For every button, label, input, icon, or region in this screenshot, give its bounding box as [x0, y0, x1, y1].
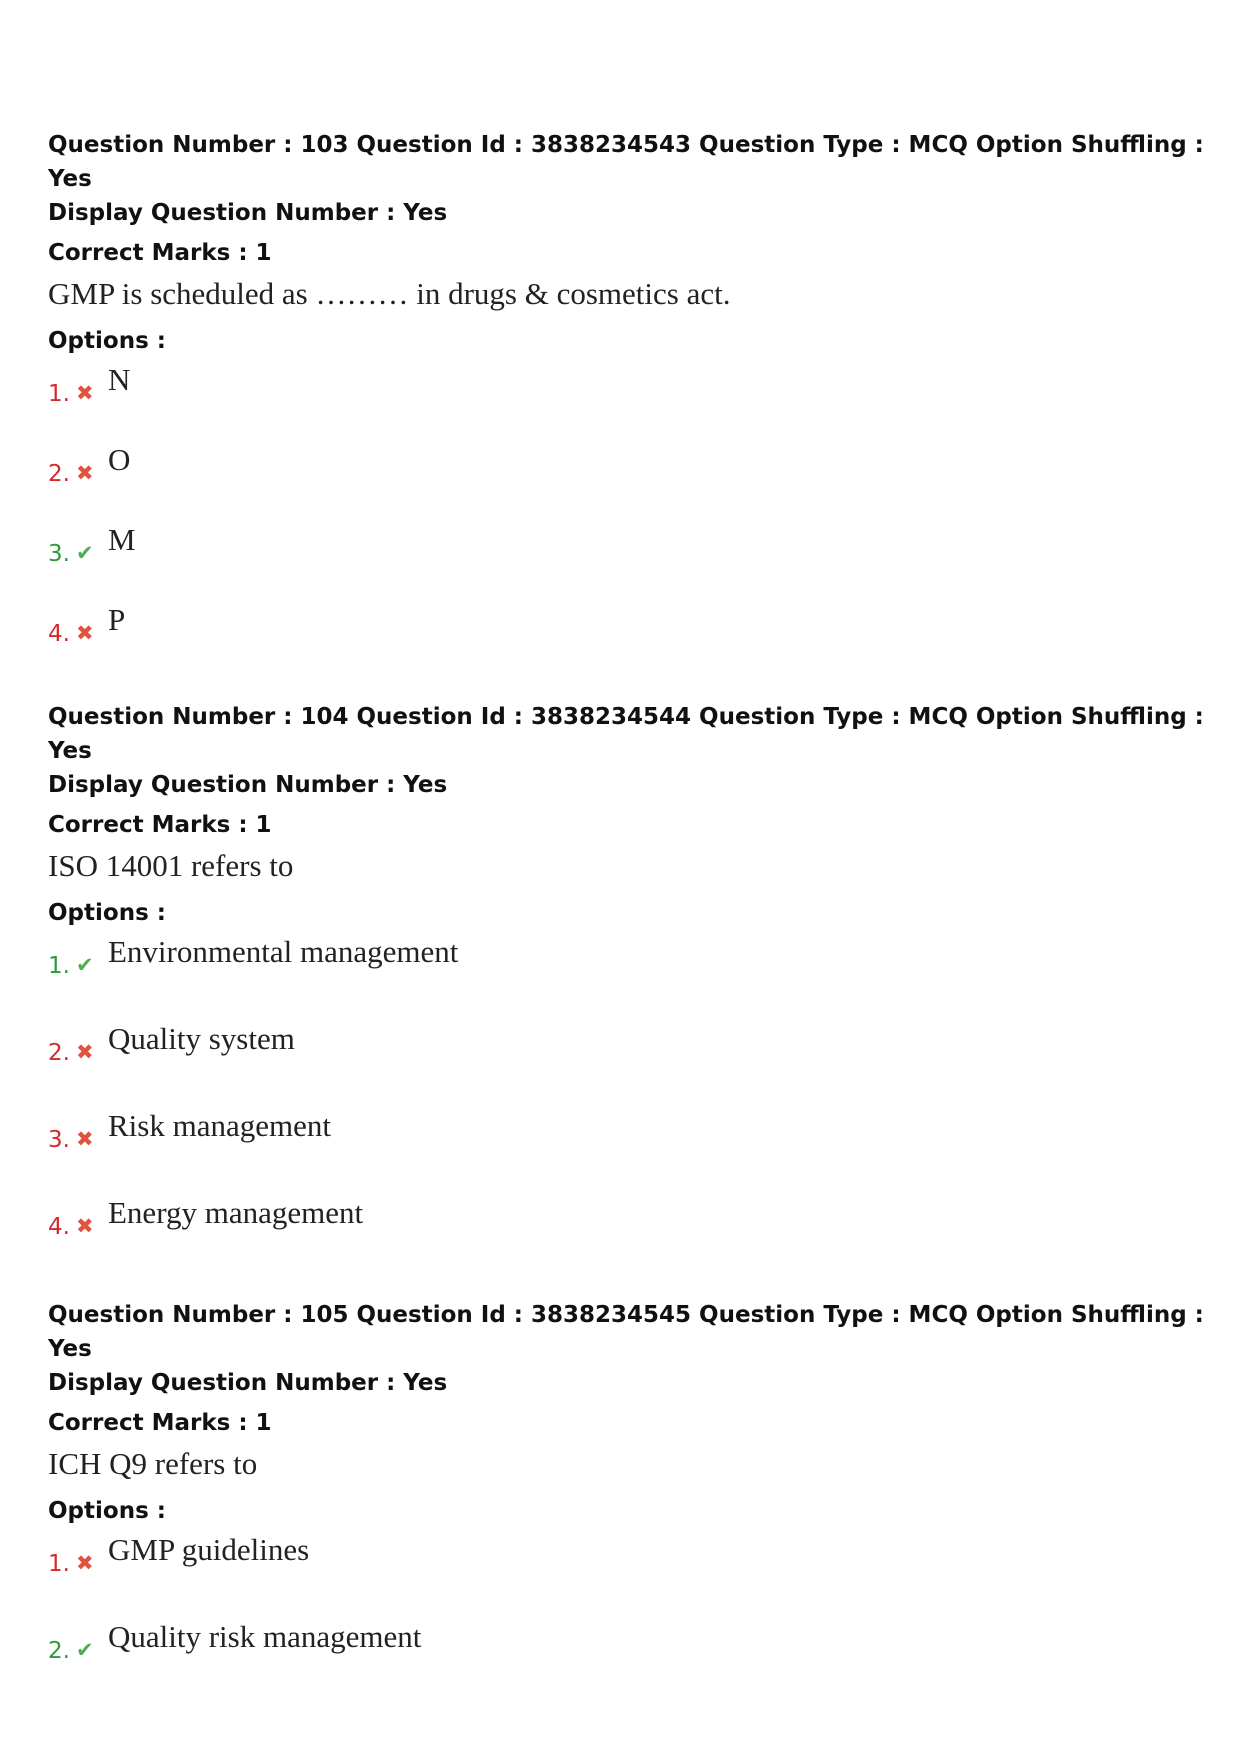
options-label: Options : — [48, 328, 166, 354]
option-item — [48, 1532, 1208, 1578]
options-list — [48, 362, 1208, 648]
question-text: ISO 14001 refers to — [48, 848, 294, 883]
option-text: Quality risk management — [108, 1619, 422, 1654]
cross-icon: ✖ — [76, 621, 94, 645]
option-number: 1. — [48, 1551, 70, 1577]
option-text: M — [108, 522, 136, 557]
options-list — [48, 1532, 1208, 1665]
display-question-number: Display Question Number : Yes — [48, 200, 448, 226]
correct-marks: Correct Marks : 1 — [48, 240, 272, 266]
option-text: GMP guidelines — [108, 1532, 310, 1567]
cross-icon: ✖ — [76, 1040, 94, 1064]
correct-marks: Correct Marks : 1 — [48, 812, 272, 838]
option-number: 3. — [48, 541, 70, 567]
question-meta: Question Number : 105 Question Id : 3838234545 Question Type : MCQ Option Shuffling : Yes — [48, 1302, 1204, 1362]
option-text: Quality system — [108, 1021, 295, 1056]
options-list — [48, 934, 1208, 1241]
display-question-number: Display Question Number : Yes — [48, 1370, 448, 1396]
cross-icon: ✖ — [76, 1127, 94, 1151]
option-text: O — [108, 442, 131, 477]
check-icon: ✔ — [76, 1638, 94, 1662]
option-number: 2. — [48, 1638, 70, 1664]
option-item — [48, 522, 1208, 568]
option-number: 4. — [48, 621, 70, 647]
option-text: Energy management — [108, 1195, 364, 1230]
correct-marks: Correct Marks : 1 — [48, 1410, 272, 1436]
cross-icon: ✖ — [76, 461, 94, 485]
option-number: 3. — [48, 1127, 70, 1153]
option-item — [48, 442, 1208, 488]
check-icon: ✔ — [76, 541, 94, 565]
question-block-103 — [48, 128, 1208, 688]
question-meta: Question Number : 103 Question Id : 3838234543 Question Type : MCQ Option Shuffling : Yes — [48, 132, 1204, 192]
option-item — [48, 1108, 1208, 1154]
cross-icon: ✖ — [76, 1214, 94, 1238]
options-label: Options : — [48, 900, 166, 926]
options-label: Options : — [48, 1498, 166, 1524]
question-text: ICH Q9 refers to — [48, 1446, 258, 1481]
option-number: 1. — [48, 381, 70, 407]
option-item — [48, 934, 1208, 980]
display-question-number: Display Question Number : Yes — [48, 772, 448, 798]
question-meta: Question Number : 104 Question Id : 3838234544 Question Type : MCQ Option Shuffling : Yes — [48, 704, 1204, 764]
check-icon: ✔ — [76, 953, 94, 977]
option-item — [48, 1619, 1208, 1665]
option-text: N — [108, 362, 131, 397]
option-item — [48, 1021, 1208, 1067]
option-item — [48, 362, 1208, 408]
question-block-105 — [48, 1298, 1208, 1712]
cross-icon: ✖ — [76, 381, 94, 405]
option-item — [48, 1195, 1208, 1241]
option-number: 2. — [48, 1040, 70, 1066]
question-text: GMP is scheduled as ……… in drugs & cosmetics act. — [48, 276, 731, 311]
option-number: 1. — [48, 953, 70, 979]
option-number: 2. — [48, 461, 70, 487]
option-text: P — [108, 602, 126, 637]
option-text: Environmental management — [108, 934, 459, 969]
option-number: 4. — [48, 1214, 70, 1240]
cross-icon: ✖ — [76, 1551, 94, 1575]
question-block-104 — [48, 700, 1208, 1288]
option-text: Risk management — [108, 1108, 331, 1143]
option-item — [48, 602, 1208, 648]
